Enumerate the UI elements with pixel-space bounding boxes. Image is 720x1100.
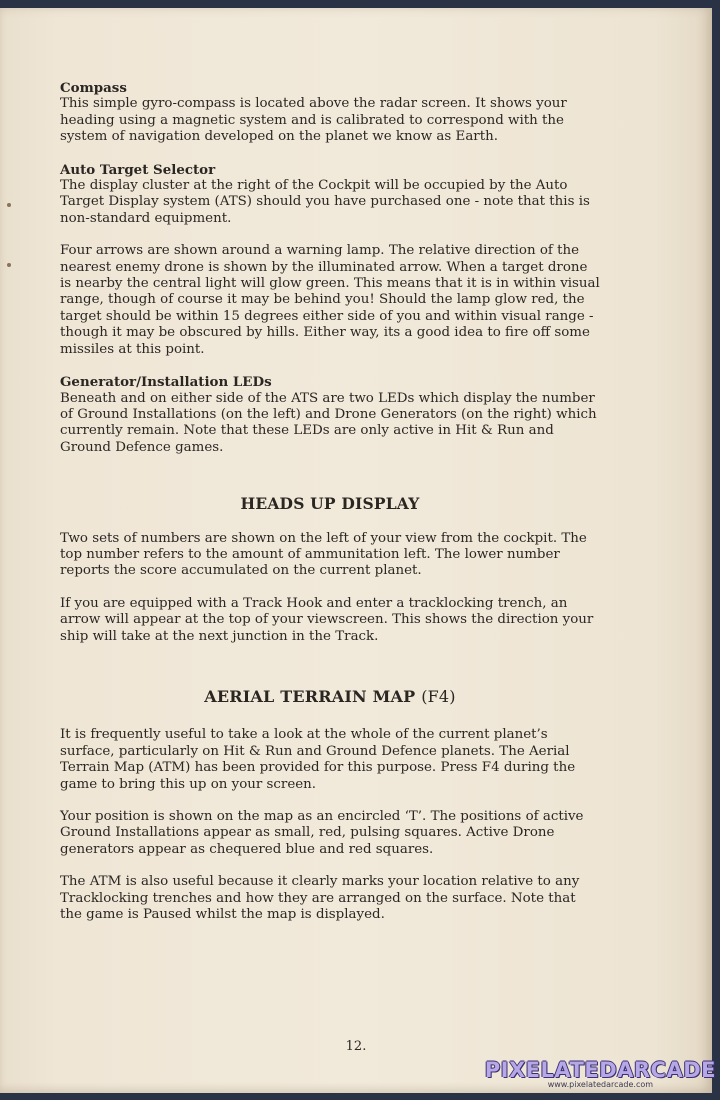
paragraph: This simple gyro-compass is located above the radar screen. It shows your heading using a magnetic system and is calibrated to correspond with the system of navigation developed on the planet we know as Earth.: [60, 96, 567, 145]
page-number: 12.: [345, 1039, 367, 1054]
paragraph: Two sets of numbers are shown on the left of your view from the cockpit. The top number refers to the amount of ammunitation left. The lower number reports the score accumulated on the current planet.: [60, 530, 587, 579]
page-content: [60, 80, 600, 923]
section-heading: Compass: [60, 80, 127, 96]
compass-section: [60, 80, 600, 146]
atm-title: AERIAL TERRAIN MAP: [204, 686, 416, 706]
section-heading: Generator/Installation LEDs: [60, 374, 272, 391]
binding-hole: [7, 263, 11, 267]
watermark: [485, 1058, 716, 1089]
watermark-url: www.pixelatedarcade.com: [547, 1080, 654, 1089]
watermark-logo: PIXELATEDARCADE: [484, 1058, 716, 1082]
atm-key: (F4): [421, 686, 456, 706]
paragraph: If you are equipped with a Track Hook and enter a tracklocking trench, an arrow will appear at the top of your viewscreen. This shows the direction your ship will take at the next junction in the Track.: [60, 595, 594, 644]
binding-hole: [7, 203, 11, 207]
paragraph: It is frequently useful to take a look at the whole of the current planet’s surface, particularly on Hit & Run and Ground Defence planets. The Aerial Terrain Map (ATM) has been provided for this purpose. Press F4 during the game to bring this up on your screen.: [60, 727, 576, 792]
paragraph: Four arrows are shown around a warning lamp. The relative direction of the nearest enemy drone is shown by the illuminated arrow. When a target drone is nearby the central light will glow green. This means that it is in within visual range, though of course it may be behind you! Should the lamp glow red, the target should be within 15 degrees either side of you and within visual range - though it may be obscured by hills. Either way, its a good idea to fire off some missiles at this point.: [60, 243, 600, 357]
auto-target-section: [60, 162, 600, 358]
hud-heading: HEADS UP DISPLAY: [240, 494, 420, 514]
manual-page: [0, 8, 712, 1093]
section-heading: Auto Target Selector: [60, 161, 216, 178]
paragraph: Beneath and on either side of the ATS are two LEDs which display the number of Ground Installations (on the left) and Drone Generators (on the right) which currently remain. Note that these LEDs are only active in Hit & Run and Ground Defence games.: [60, 390, 597, 455]
paragraph: The display cluster at the right of the Cockpit will be occupied by the Auto Target Display system (ATS) should you have purchased one - note that this is non-standard equipment.: [60, 178, 590, 226]
atm-heading: [60, 686, 600, 706]
led-section: [60, 374, 600, 456]
paragraph: The ATM is also useful because it clearly marks your location relative to any Tracklocking trenches and how they are arranged on the surface. Note that the game is Paused whilst the map is displayed.: [60, 874, 580, 923]
paragraph: Your position is shown on the map as an encircled ‘T’. The positions of active Ground Installations appear as small, red, pulsing squares. Active Drone generators appear as chequered blue and red squares.: [60, 809, 584, 857]
